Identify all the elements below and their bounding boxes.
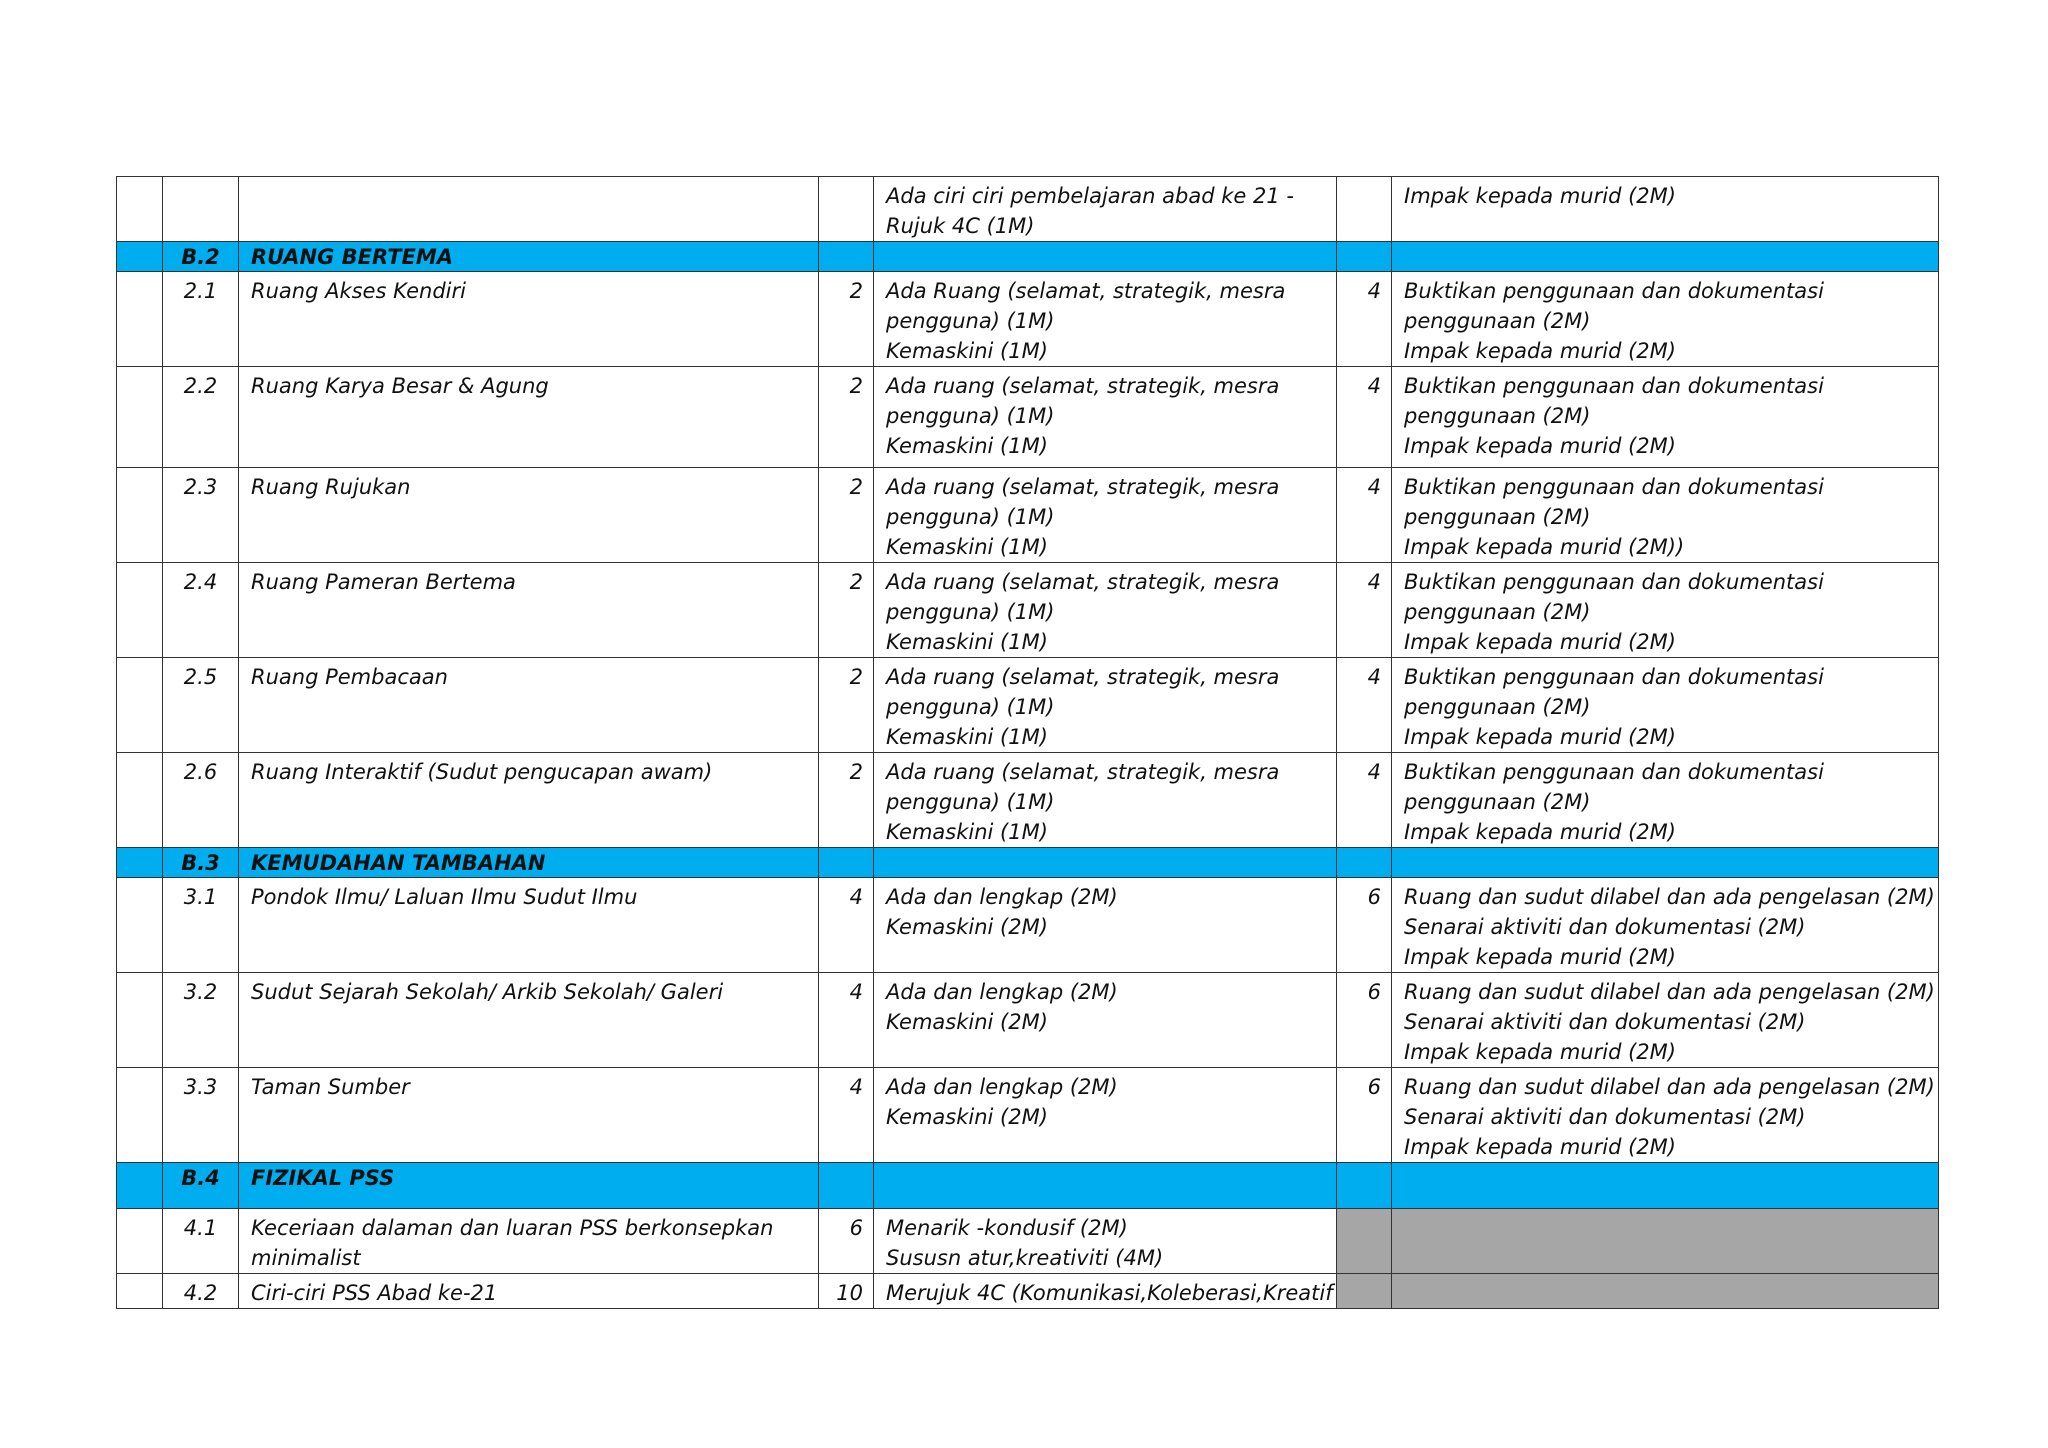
cell-line: Impak kepada murid (2M) <box>1404 630 1676 654</box>
score-basic: 2 <box>819 753 874 848</box>
cell-line: Ada dan lengkap (2M) <box>886 980 1118 1004</box>
section-header-b2 <box>117 242 1939 272</box>
item-number: 2.5 <box>163 658 239 753</box>
score-basic: 2 <box>819 658 874 753</box>
section-b3-rows <box>117 878 1939 1163</box>
cell-line: minimalist <box>251 1246 361 1270</box>
score-advanced: 4 <box>1337 468 1392 563</box>
item-name: Pondok Ilmu/ Laluan Ilmu Sudut Ilmu <box>239 878 819 973</box>
section-b2-rows <box>117 272 1939 848</box>
cell-line: Buktikan penggunaan dan dokumentasi <box>1404 665 1824 689</box>
item-number: 3.2 <box>163 973 239 1068</box>
cell-line: Impak kepada murid (2M) <box>1404 725 1676 749</box>
cell-line: Keceriaan dalaman dan luaran PSS berkonsepkan <box>251 1216 774 1240</box>
cell-line: pengguna) (1M) <box>886 505 1055 529</box>
evidence-cell <box>1392 658 1939 753</box>
evidence-cell <box>1392 468 1939 563</box>
item-number: 2.4 <box>163 563 239 658</box>
cell-line: Sususn atur,kreativiti (4M) <box>886 1246 1164 1270</box>
score-basic: 2 <box>819 272 874 367</box>
cell-line: Kemaskini (1M) <box>886 725 1048 749</box>
cell-line: Impak kepada murid (2M) <box>1404 945 1676 969</box>
cell-line: Buktikan penggunaan dan dokumentasi <box>1404 374 1824 398</box>
cell-line: Kemaskini (2M) <box>886 915 1048 939</box>
cell-line: Ada dan lengkap (2M) <box>886 1075 1118 1099</box>
score-basic: 4 <box>819 973 874 1068</box>
item-name: Sudut Sejarah Sekolah/ Arkib Sekolah/ Galeri <box>239 973 819 1068</box>
score-basic: 4 <box>819 878 874 973</box>
cell-line: Impak kepada murid (2M) <box>1404 434 1676 458</box>
cell-line: penggunaan (2M) <box>1404 505 1591 529</box>
item-name: Ruang Pembacaan <box>239 658 819 753</box>
cell-line: penggunaan (2M) <box>1404 600 1591 624</box>
cell-line: Impak kepada murid (2M) <box>1404 184 1676 208</box>
cell-line: penggunaan (2M) <box>1404 695 1591 719</box>
criteria-cell <box>874 973 1337 1068</box>
item-number: 4.1 <box>163 1209 239 1274</box>
score-basic: 2 <box>819 468 874 563</box>
cell-line: penggunaan (2M) <box>1404 790 1591 814</box>
cell-line: Buktikan penggunaan dan dokumentasi <box>1404 760 1824 784</box>
cell-line: Senarai aktiviti dan dokumentasi (2M) <box>1404 1105 1806 1129</box>
table-row <box>117 563 1939 658</box>
criteria-cell <box>874 563 1337 658</box>
evidence-cell <box>1392 753 1939 848</box>
cell-line: Buktikan penggunaan dan dokumentasi <box>1404 570 1824 594</box>
criteria-cell <box>874 878 1337 973</box>
blank-cell <box>117 973 163 1068</box>
cell-line: Impak kepada murid (2M) <box>1404 339 1676 363</box>
criteria-cell <box>874 658 1337 753</box>
item-name <box>239 1209 819 1274</box>
cell-line: pengguna) (1M) <box>886 695 1055 719</box>
assessment-rubric-table <box>116 176 1939 1309</box>
cell-line: Impak kepada murid (2M)) <box>1404 535 1685 559</box>
cell-line: Kemaskini (1M) <box>886 535 1048 559</box>
score-basic: 10 <box>819 1274 874 1309</box>
cell-line: Ciri-ciri PSS Abad ke-21 <box>251 1281 498 1305</box>
table-row <box>117 658 1939 753</box>
table-row <box>117 973 1939 1068</box>
score-advanced-disabled <box>1337 1274 1392 1309</box>
cell-line: Buktikan penggunaan dan dokumentasi <box>1404 475 1824 499</box>
section-code: B.4 <box>163 1163 239 1209</box>
cell-line: Kemaskini (1M) <box>886 820 1048 844</box>
item-name: Ruang Karya Besar & Agung <box>239 367 819 468</box>
cell-line: Kemaskini (2M) <box>886 1105 1048 1129</box>
item-name: Taman Sumber <box>239 1068 819 1163</box>
cell-line: Senarai aktiviti dan dokumentasi (2M) <box>1404 1010 1806 1034</box>
evidence-cell <box>1392 563 1939 658</box>
blank-cell <box>117 1274 163 1309</box>
cell-line: pengguna) (1M) <box>886 309 1055 333</box>
evidence-cell <box>1392 878 1939 973</box>
cell-line: Ruang dan sudut dilabel dan ada pengelasan (2M) <box>1404 885 1935 909</box>
score-advanced: 6 <box>1337 878 1392 973</box>
cell-line: Merujuk 4C (Komunikasi,Koleberasi,Kreatif <box>886 1281 1333 1305</box>
cell-line: Kemaskini (1M) <box>886 339 1048 363</box>
score-advanced: 4 <box>1337 367 1392 468</box>
table-row-top <box>117 177 1939 242</box>
score-advanced: 4 <box>1337 753 1392 848</box>
score-basic: 2 <box>819 563 874 658</box>
cell-line: Ada ruang (selamat, strategik, mesra <box>886 475 1280 499</box>
cell-line: pengguna) (1M) <box>886 600 1055 624</box>
criteria-cell <box>874 468 1337 563</box>
item-name: Ruang Akses Kendiri <box>239 272 819 367</box>
evidence-disabled <box>1392 1209 1939 1274</box>
table-row <box>117 272 1939 367</box>
section-code: B.2 <box>163 242 239 272</box>
blank-cell <box>117 1068 163 1163</box>
item-name: Ruang Interaktif (Sudut pengucapan awam) <box>239 753 819 848</box>
score-basic: 6 <box>819 1209 874 1274</box>
criteria-cell <box>874 177 1337 242</box>
cell-line: Rujuk 4C (1M) <box>886 214 1035 238</box>
evidence-cell <box>1392 1068 1939 1163</box>
evidence-cell <box>1392 367 1939 468</box>
cell-line: Impak kepada murid (2M) <box>1404 1040 1676 1064</box>
cell-line: pengguna) (1M) <box>886 790 1055 814</box>
section-b4-rows <box>117 1209 1939 1309</box>
blank-cell <box>117 658 163 753</box>
cell-line: Ada ruang (selamat, strategik, mesra <box>886 374 1280 398</box>
evidence-cell <box>1392 272 1939 367</box>
cell-line: Kemaskini (2M) <box>886 1010 1048 1034</box>
table-row <box>117 1274 1939 1309</box>
criteria-cell <box>874 1068 1337 1163</box>
criteria-cell <box>874 1209 1337 1274</box>
item-number: 2.3 <box>163 468 239 563</box>
cell-line: Ruang dan sudut dilabel dan ada pengelasan (2M) <box>1404 980 1935 1004</box>
score-advanced: 4 <box>1337 563 1392 658</box>
section-header-b3 <box>117 848 1939 878</box>
table-row <box>117 1068 1939 1163</box>
cell-line: Ruang dan sudut dilabel dan ada pengelasan (2M) <box>1404 1075 1935 1099</box>
score-advanced: 6 <box>1337 1068 1392 1163</box>
blank-cell <box>117 1209 163 1274</box>
cell-line: penggunaan (2M) <box>1404 404 1591 428</box>
score-advanced: 4 <box>1337 658 1392 753</box>
item-number: 3.1 <box>163 878 239 973</box>
cell-line: Kemaskini (1M) <box>886 630 1048 654</box>
cell-line: Buktikan penggunaan dan dokumentasi <box>1404 279 1824 303</box>
cell-line: Ada Ruang (selamat, strategik, mesra <box>886 279 1286 303</box>
cell-line: Ada dan lengkap (2M) <box>886 885 1118 909</box>
cell-line: Menarik -kondusif (2M) <box>886 1216 1128 1240</box>
criteria-cell <box>874 753 1337 848</box>
table-row <box>117 753 1939 848</box>
item-number: 2.6 <box>163 753 239 848</box>
criteria-cell <box>874 367 1337 468</box>
item-number: 2.1 <box>163 272 239 367</box>
table-row <box>117 878 1939 973</box>
blank-cell <box>117 468 163 563</box>
score-advanced: 6 <box>1337 973 1392 1068</box>
section-title: FIZIKAL PSS <box>239 1163 819 1209</box>
criteria-cell <box>874 272 1337 367</box>
item-name: Ruang Pameran Bertema <box>239 563 819 658</box>
score-advanced-disabled <box>1337 1209 1392 1274</box>
table-row <box>117 468 1939 563</box>
criteria-cell <box>874 1274 1337 1309</box>
cell-line: Ada ruang (selamat, strategik, mesra <box>886 665 1280 689</box>
blank-cell <box>117 563 163 658</box>
cell-line: penggunaan (2M) <box>1404 309 1591 333</box>
section-header-b4 <box>117 1163 1939 1209</box>
blank-cell <box>117 272 163 367</box>
score-advanced: 4 <box>1337 272 1392 367</box>
blank-cell <box>117 753 163 848</box>
blank-cell <box>117 367 163 468</box>
section-code: B.3 <box>163 848 239 878</box>
section-title: KEMUDAHAN TAMBAHAN <box>239 848 819 878</box>
cell-line: Kemaskini (1M) <box>886 434 1048 458</box>
item-number: 4.2 <box>163 1274 239 1309</box>
score-basic: 2 <box>819 367 874 468</box>
cell-line: Impak kepada murid (2M) <box>1404 820 1676 844</box>
cell-line: Senarai aktiviti dan dokumentasi (2M) <box>1404 915 1806 939</box>
item-name <box>239 1274 819 1309</box>
cell-line: Ada ruang (selamat, strategik, mesra <box>886 760 1280 784</box>
cell-line: Ada ruang (selamat, strategik, mesra <box>886 570 1280 594</box>
score-basic: 4 <box>819 1068 874 1163</box>
blank-cell <box>117 878 163 973</box>
table-row <box>117 367 1939 468</box>
section-title: RUANG BERTEMA <box>239 242 819 272</box>
item-number: 2.2 <box>163 367 239 468</box>
cell-line: Impak kepada murid (2M) <box>1404 1135 1676 1159</box>
table-row <box>117 1209 1939 1274</box>
cell-line: pengguna) (1M) <box>886 404 1055 428</box>
item-name: Ruang Rujukan <box>239 468 819 563</box>
item-number: 3.3 <box>163 1068 239 1163</box>
evidence-cell <box>1392 177 1939 242</box>
evidence-disabled <box>1392 1274 1939 1309</box>
cell-line: Ada ciri ciri pembelajaran abad ke 21 - <box>886 184 1294 208</box>
evidence-cell <box>1392 973 1939 1068</box>
